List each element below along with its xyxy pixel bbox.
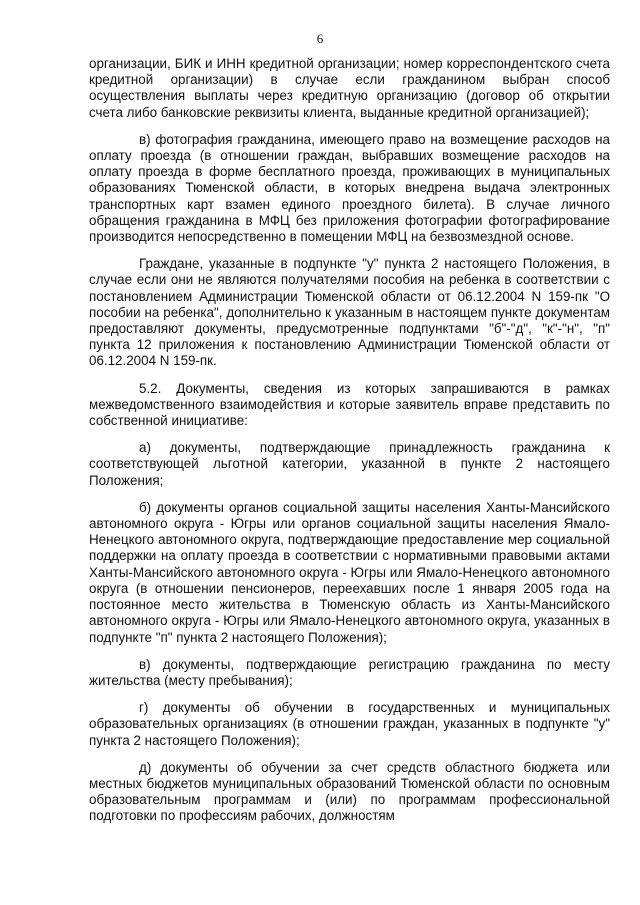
paragraph-item-d: д) документы об обучении за счет средств областного бюджета или местных бюджетов муниципальных образований Тюменской области по основным образовательным программам и (или) по программам профессиональной подготовки по профессиям рабочих, должностям xyxy=(89,759,610,824)
document-body xyxy=(89,56,610,825)
page-number: 6 xyxy=(316,31,324,46)
paragraph-item-a: а) документы, подтверждающие принадлежность гражданина к соответствующей льготной категории, указанной в пункте 2 настоящего Положения; xyxy=(89,440,610,488)
paragraph-item-g: г) документы об обучении в государственных и муниципальных образовательных организациях (в отношении граждан, указанных в подпункте "у" пункта 2 настоящего Положения); xyxy=(89,700,610,748)
paragraph-item-v-registration: в) документы, подтверждающие регистрацию гражданина по месту жительства (месту пребывания); xyxy=(89,656,610,688)
paragraph-item-v-photo: в) фотография гражданина, имеющего право на возмещение расходов на оплату проезда (в отношении граждан, выбравших возмещение расходов на оплату проезда в форме бесплатного проезда, проживающих в муниципальных образованиях Тюменской области, в которых внедрена выдача электронных транспортных карт взамен единого проездного билета). В случае личного обращения гражданина в МФЦ без приложения фотографии фотографирование производится непосредственно в помещении МФЦ на безвозмездной основе. xyxy=(89,131,610,245)
paragraph-item-b: б) документы органов социальной защиты населения Ханты-Мансийского автономного округа - Югры или органов социальной защиты населения Ямало-Ненецкого автономного округа, подтверждающие предоставление мер социальной поддержки на оплату проезда в соответствии с нормативными правовыми актами Ханты-Мансийского автономного округа - Югры или Ямало-Ненецкого автономного округа (в отношении пенсионеров, переехавших после 1 января 2005 года на постоянное место жительства в Тюменскую область из Ханты-Мансийского автономного округа - Югры или Ямало-Ненецкого автономного округа, указанных в подпункте "п" пункта 2 настоящего Положения); xyxy=(89,499,610,645)
paragraph-section-5-2: 5.2. Документы, сведения из которых запрашиваются в рамках межведомственного взаимодействия и которые заявитель вправе представить по собственной инициативе: xyxy=(89,380,610,429)
paragraph-continuation: организации, БИК и ИНН кредитной организации; номер корреспондентского счета кредитной организации) в случае если гражданином выбран способ осуществления выплаты через кредитную организацию (договор об открытии счета либо банковские реквизиты клиента, выданные кредитной организацией); xyxy=(89,56,610,120)
paragraph-citizens-subparagraph-u: Граждане, указанные в подпункте "у" пункта 2 настоящего Положения, в случае если они не являются получателями пособия на ребенка в соответствии с постановлением Администрации Тюменской области от 06.12.2004 N 159-пк "О пособии на ребенка", дополнительно к указанным в настоящем пункте документам предоставляют документы, предусмотренные подпунктами "б"-"д", "к"-"н", "п" пункта 12 приложения к постановлению Администрации Тюменской области от 06.12.2004 N 159-пк. xyxy=(89,256,610,369)
